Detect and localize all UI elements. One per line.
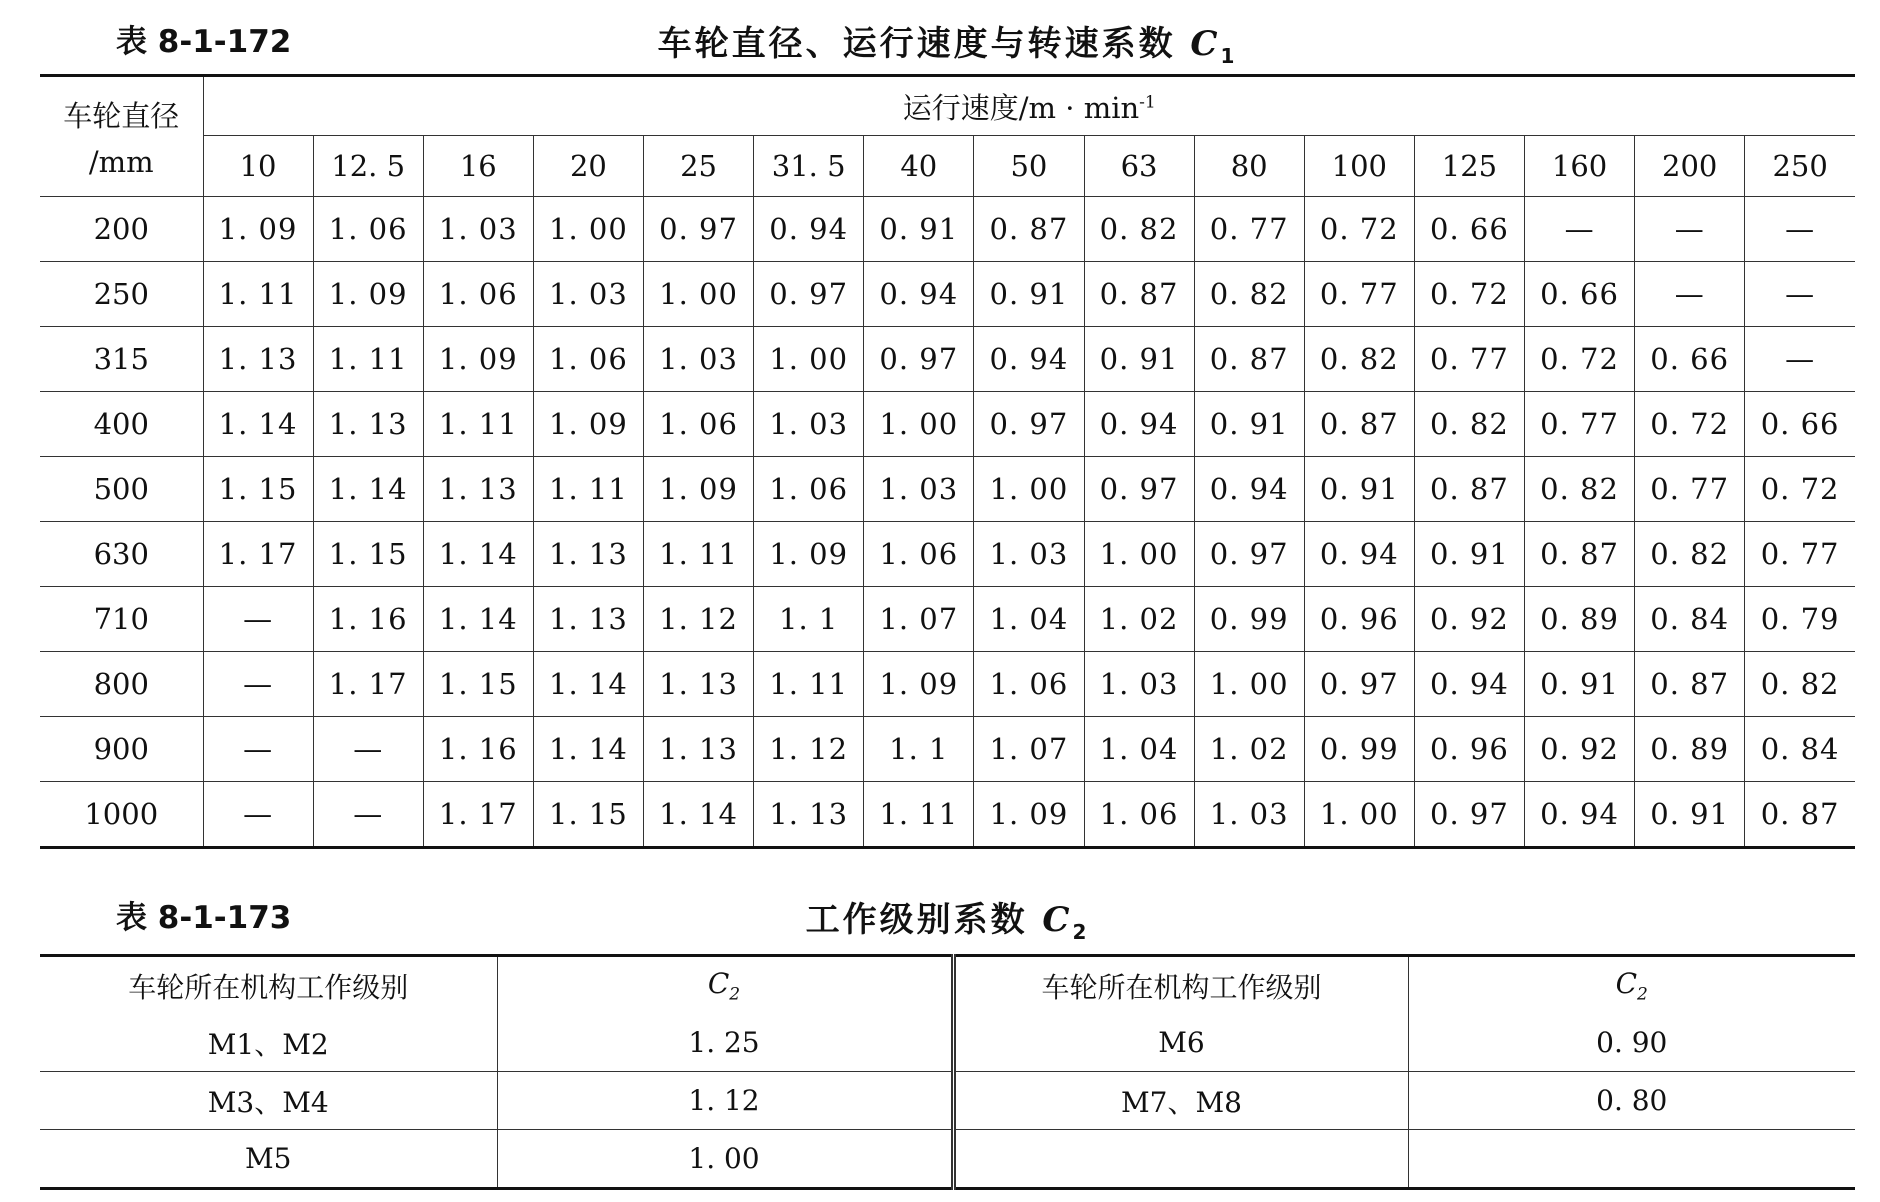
coefficient-cell: 0. 97 — [864, 327, 974, 392]
coefficient-cell: 0. 91 — [1084, 327, 1194, 392]
coefficient-cell: 1. 09 — [754, 522, 864, 587]
coefficient-cell: 0. 82 — [1194, 262, 1304, 327]
coefficient-cell: 0. 87 — [1525, 522, 1635, 587]
coefficient-cell: 0. 77 — [1635, 457, 1745, 522]
table-row — [40, 1130, 1855, 1189]
speed-header-cell: 63 — [1084, 136, 1194, 197]
table1-body — [40, 197, 1855, 848]
speed-header-cell: 12. 5 — [313, 136, 423, 197]
c2-symbol-right: C — [1615, 966, 1638, 1000]
coefficient-cell: — — [203, 782, 313, 848]
coefficient-cell: 0. 97 — [974, 392, 1084, 457]
coefficient-cell: 0. 87 — [1635, 652, 1745, 717]
coefficient-cell: 1. 03 — [1194, 782, 1304, 848]
coefficient-cell: 0. 77 — [1414, 327, 1524, 392]
coefficient-cell: 1. 15 — [313, 522, 423, 587]
coefficient-cell: 1. 14 — [644, 782, 754, 848]
coefficient-cell: 0. 97 — [644, 197, 754, 262]
coefficient-cell: 1. 06 — [644, 392, 754, 457]
coefficient-cell: — — [1745, 327, 1855, 392]
coefficient-cell: 1. 03 — [1084, 652, 1194, 717]
table2-caption — [40, 892, 1855, 944]
table-row — [40, 1014, 1855, 1072]
coefficient-cell: 1. 07 — [974, 717, 1084, 782]
coefficient-cell: 0. 87 — [1745, 782, 1855, 848]
coefficient-cell: 1. 15 — [423, 652, 533, 717]
coefficient-cell: 0. 87 — [974, 197, 1084, 262]
coefficient-cell: 1. 09 — [313, 262, 423, 327]
table2-body — [40, 1014, 1855, 1189]
table1-number: 表 8-1-172 — [116, 24, 292, 60]
coefficient-cell: 1. 06 — [533, 327, 643, 392]
coefficient-cell: 0. 77 — [1745, 522, 1855, 587]
c2-header-left — [497, 956, 953, 1015]
coefficient-cell: 0. 94 — [974, 327, 1084, 392]
coefficient-cell: 1. 11 — [533, 457, 643, 522]
coefficient-cell: 1. 09 — [644, 457, 754, 522]
work-level-header-right: 车轮所在机构工作级别 — [953, 956, 1408, 1015]
coefficient-cell: 1. 00 — [1304, 782, 1414, 848]
coefficient-cell: 1. 16 — [423, 717, 533, 782]
coefficient-cell: 1. 00 — [864, 392, 974, 457]
coefficient-cell: 1. 03 — [644, 327, 754, 392]
coefficient-cell: 0. 66 — [1525, 262, 1635, 327]
coefficient-cell: 0. 96 — [1414, 717, 1524, 782]
coefficient-cell: 0. 77 — [1194, 197, 1304, 262]
work-level-cell: M5 — [40, 1130, 497, 1189]
table1-title-symbol-sub: 1 — [1220, 43, 1238, 68]
coefficient-cell: 1. 00 — [644, 262, 754, 327]
wheel-diameter-cell: 1000 — [40, 782, 203, 848]
coefficient-cell: 0. 94 — [754, 197, 864, 262]
coefficient-cell: 0. 89 — [1525, 587, 1635, 652]
coefficient-cell: 1. 13 — [533, 587, 643, 652]
speed-header-sup: -1 — [1139, 91, 1156, 112]
wheel-diameter-cell: 710 — [40, 587, 203, 652]
coefficient-cell: 0. 91 — [864, 197, 974, 262]
speed-header-cell: 125 — [1414, 136, 1524, 197]
work-level-cell: M7、M8 — [953, 1072, 1408, 1130]
speed-header-cell: 16 — [423, 136, 533, 197]
table-row — [40, 652, 1855, 717]
coefficient-cell: 1. 11 — [644, 522, 754, 587]
coefficient-cell: 1. 06 — [754, 457, 864, 522]
wheel-diameter-cell: 500 — [40, 457, 203, 522]
coefficient-cell: 0. 72 — [1525, 327, 1635, 392]
coefficient-cell: 1. 11 — [864, 782, 974, 848]
coefficient-cell: 1. 11 — [313, 327, 423, 392]
c2-symbol-sub-right: 2 — [1637, 984, 1648, 1005]
coefficient-cell: 1. 14 — [533, 717, 643, 782]
table-row — [40, 782, 1855, 848]
coefficient-cell: 0. 87 — [1304, 392, 1414, 457]
coefficient-cell: 1. 13 — [754, 782, 864, 848]
coefficient-cell: 1. 06 — [313, 197, 423, 262]
coefficient-cell: 1. 03 — [864, 457, 974, 522]
coefficient-cell: 0. 82 — [1304, 327, 1414, 392]
table2-title-symbol-sub: 2 — [1072, 919, 1090, 944]
coefficient-cell: 0. 66 — [1414, 197, 1524, 262]
coefficient-cell: 1. 13 — [203, 327, 313, 392]
coefficient-cell: 0. 91 — [1635, 782, 1745, 848]
c2-value-cell: 1. 00 — [497, 1130, 953, 1189]
speed-header-cell: 40 — [864, 136, 974, 197]
coefficient-cell: 0. 99 — [1304, 717, 1414, 782]
speed-header-cell: 250 — [1772, 149, 1828, 183]
coefficient-cell: 1. 1 — [754, 587, 864, 652]
coefficient-cell: 1. 12 — [754, 717, 864, 782]
coefficient-cell: 0. 79 — [1745, 587, 1855, 652]
wheel-diameter-header-line2: /mm — [88, 145, 154, 179]
coefficient-cell: 1. 11 — [754, 652, 864, 717]
coefficient-cell: 1. 02 — [1194, 717, 1304, 782]
coefficient-cell: 0. 82 — [1745, 652, 1855, 717]
coefficient-cell: 0. 84 — [1745, 717, 1855, 782]
coefficient-cell: 1. 09 — [974, 782, 1084, 848]
coefficient-cell: 0. 94 — [1304, 522, 1414, 587]
coefficient-cell: 1. 14 — [313, 457, 423, 522]
table-row — [40, 522, 1855, 587]
c2-header-right — [1408, 956, 1855, 1015]
coefficient-cell: 0. 89 — [1635, 717, 1745, 782]
table1-title-symbol: C — [1190, 24, 1221, 64]
table-row — [40, 457, 1855, 522]
wheel-diameter-cell: 315 — [40, 327, 203, 392]
table2-title — [40, 892, 1855, 944]
coefficient-cell: 0. 92 — [1414, 587, 1524, 652]
speed-header-cell: 20 — [533, 136, 643, 197]
speed-values-row — [40, 136, 1855, 197]
coefficient-cell: 1. 00 — [1194, 652, 1304, 717]
coefficient-cell: 1. 16 — [313, 587, 423, 652]
coefficient-cell: 1. 11 — [203, 262, 313, 327]
wheel-diameter-cell: 800 — [40, 652, 203, 717]
wheel-diameter-cell: 250 — [40, 262, 203, 327]
coefficient-cell: 0. 77 — [1525, 392, 1635, 457]
table-row — [40, 1072, 1855, 1130]
coefficient-cell: 0. 97 — [1414, 782, 1524, 848]
coefficient-cell: 1. 15 — [203, 457, 313, 522]
work-level-header-left: 车轮所在机构工作级别 — [40, 956, 497, 1015]
speed-header-cell: 50 — [974, 136, 1084, 197]
coefficient-cell: 0. 91 — [1194, 392, 1304, 457]
wheel-diameter-cell: 200 — [40, 197, 203, 262]
coefficient-cell: 1. 00 — [754, 327, 864, 392]
coefficient-cell: 0. 97 — [1084, 457, 1194, 522]
coefficient-cell: 0. 91 — [1304, 457, 1414, 522]
coefficient-cell: — — [1525, 197, 1635, 262]
speed-header-text: 运行速度/m · min — [902, 90, 1140, 125]
work-class-table-c2 — [40, 954, 1855, 1190]
c2-symbol-sub-left: 2 — [729, 984, 741, 1005]
table-row — [40, 587, 1855, 652]
table2-title-symbol: C — [1042, 900, 1073, 940]
speed-header — [203, 76, 1855, 136]
coefficient-cell: 1. 15 — [533, 782, 643, 848]
coefficient-cell: 0. 87 — [1414, 457, 1524, 522]
table1-title-text: 车轮直径、运行速度与转速系数 — [657, 24, 1176, 64]
coefficient-cell: — — [203, 717, 313, 782]
table2-header-row — [40, 956, 1855, 1015]
coefficient-cell: — — [1635, 262, 1745, 327]
coefficient-cell: — — [1745, 262, 1855, 327]
coefficient-cell: 1. 09 — [203, 197, 313, 262]
wheel-diameter-header-line1: 车轮直径 — [63, 99, 180, 133]
coefficient-cell: — — [203, 652, 313, 717]
speed-header-cell: 100 — [1304, 136, 1414, 197]
coefficient-cell: 0. 91 — [974, 262, 1084, 327]
coefficient-cell: 1. 00 — [974, 457, 1084, 522]
coefficient-cell: 1. 03 — [533, 262, 643, 327]
coefficient-table-c1 — [40, 74, 1855, 849]
c2-symbol-left: C — [707, 966, 730, 1000]
coefficient-cell: 0. 99 — [1194, 587, 1304, 652]
coefficient-cell: 1. 13 — [533, 522, 643, 587]
coefficient-cell: 1. 07 — [864, 587, 974, 652]
speed-header-cell: 200 — [1635, 136, 1745, 197]
c2-value-cell: 0. 80 — [1408, 1072, 1855, 1130]
coefficient-cell: 1. 06 — [974, 652, 1084, 717]
speed-header-cell: 25 — [644, 136, 754, 197]
coefficient-cell: 1. 14 — [203, 392, 313, 457]
coefficient-cell: 1. 1 — [864, 717, 974, 782]
coefficient-cell: 1. 00 — [533, 197, 643, 262]
table1-caption — [40, 16, 1855, 68]
speed-header-cell: 10 — [203, 136, 313, 197]
coefficient-cell: 1. 04 — [1084, 717, 1194, 782]
coefficient-cell: 0. 72 — [1414, 262, 1524, 327]
coefficient-cell: 0. 82 — [1635, 522, 1745, 587]
wheel-diameter-cell: 900 — [40, 717, 203, 782]
coefficient-cell: 0. 66 — [1635, 327, 1745, 392]
coefficient-cell: 0. 94 — [1525, 782, 1635, 848]
coefficient-cell: 1. 13 — [644, 717, 754, 782]
coefficient-cell: 0. 94 — [1084, 392, 1194, 457]
speed-header-cell: 80 — [1194, 136, 1304, 197]
coefficient-cell: 1. 06 — [864, 522, 974, 587]
c2-value-cell — [1408, 1130, 1855, 1189]
work-level-cell — [953, 1130, 1408, 1189]
coefficient-cell: — — [313, 717, 423, 782]
table-row — [40, 392, 1855, 457]
coefficient-cell: 1. 04 — [974, 587, 1084, 652]
table2-number: 表 8-1-173 — [116, 900, 292, 936]
coefficient-cell: 0. 84 — [1635, 587, 1745, 652]
coefficient-cell: 1. 12 — [644, 587, 754, 652]
c2-value-cell: 0. 90 — [1408, 1014, 1855, 1072]
coefficient-cell: 1. 03 — [974, 522, 1084, 587]
coefficient-cell: 1. 02 — [1084, 587, 1194, 652]
coefficient-cell: 0. 82 — [1525, 457, 1635, 522]
coefficient-cell: 0. 97 — [754, 262, 864, 327]
coefficient-cell: 1. 00 — [1084, 522, 1194, 587]
table-row — [40, 262, 1855, 327]
table1-title — [40, 16, 1855, 68]
coefficient-cell: 1. 13 — [423, 457, 533, 522]
coefficient-cell: 0. 96 — [1304, 587, 1414, 652]
coefficient-cell: 1. 09 — [533, 392, 643, 457]
coefficient-cell: 1. 03 — [754, 392, 864, 457]
work-level-cell: M1、M2 — [40, 1014, 497, 1072]
coefficient-cell: 0. 97 — [1304, 652, 1414, 717]
coefficient-cell: 1. 14 — [533, 652, 643, 717]
coefficient-cell: 1. 06 — [1084, 782, 1194, 848]
coefficient-cell: 0. 82 — [1084, 197, 1194, 262]
table-row — [40, 327, 1855, 392]
work-level-cell: M3、M4 — [40, 1072, 497, 1130]
c2-value-cell: 1. 12 — [497, 1072, 953, 1130]
coefficient-cell: 0. 91 — [1525, 652, 1635, 717]
coefficient-cell: 1. 14 — [423, 522, 533, 587]
coefficient-cell: 1. 13 — [313, 392, 423, 457]
wheel-diameter-header — [40, 76, 203, 197]
coefficient-cell: — — [1745, 197, 1855, 262]
coefficient-cell: 0. 87 — [1194, 327, 1304, 392]
coefficient-cell: 1. 17 — [203, 522, 313, 587]
coefficient-cell: 0. 92 — [1525, 717, 1635, 782]
wheel-diameter-cell: 630 — [40, 522, 203, 587]
coefficient-cell: 1. 17 — [423, 782, 533, 848]
coefficient-cell: 0. 77 — [1304, 262, 1414, 327]
table-row — [40, 717, 1855, 782]
coefficient-cell: — — [313, 782, 423, 848]
coefficient-cell: 0. 91 — [1414, 522, 1524, 587]
coefficient-cell: 1. 13 — [644, 652, 754, 717]
table2-title-text: 工作级别系数 — [805, 900, 1028, 940]
coefficient-cell: — — [1635, 197, 1745, 262]
coefficient-cell: 0. 94 — [1194, 457, 1304, 522]
coefficient-cell: — — [203, 587, 313, 652]
coefficient-cell: 1. 14 — [423, 587, 533, 652]
coefficient-cell: 1. 09 — [423, 327, 533, 392]
speed-header-cell: 31. 5 — [754, 136, 864, 197]
coefficient-cell: 0. 72 — [1745, 457, 1855, 522]
coefficient-cell: 1. 17 — [313, 652, 423, 717]
coefficient-cell: 1. 03 — [423, 197, 533, 262]
coefficient-cell: 0. 72 — [1635, 392, 1745, 457]
coefficient-cell: 1. 11 — [423, 392, 533, 457]
wheel-diameter-cell: 400 — [40, 392, 203, 457]
speed-header-cell: 160 — [1525, 136, 1635, 197]
coefficient-cell: 0. 72 — [1304, 197, 1414, 262]
coefficient-cell: 1. 09 — [864, 652, 974, 717]
coefficient-cell: 0. 82 — [1414, 392, 1524, 457]
coefficient-cell: 0. 66 — [1745, 392, 1855, 457]
coefficient-cell: 0. 87 — [1084, 262, 1194, 327]
coefficient-cell: 0. 94 — [864, 262, 974, 327]
coefficient-cell: 0. 94 — [1414, 652, 1524, 717]
coefficient-cell: 1. 06 — [423, 262, 533, 327]
table-row — [40, 197, 1855, 262]
work-level-cell: M6 — [953, 1014, 1408, 1072]
c2-value-cell: 1. 25 — [497, 1014, 953, 1072]
coefficient-cell: 0. 97 — [1194, 522, 1304, 587]
